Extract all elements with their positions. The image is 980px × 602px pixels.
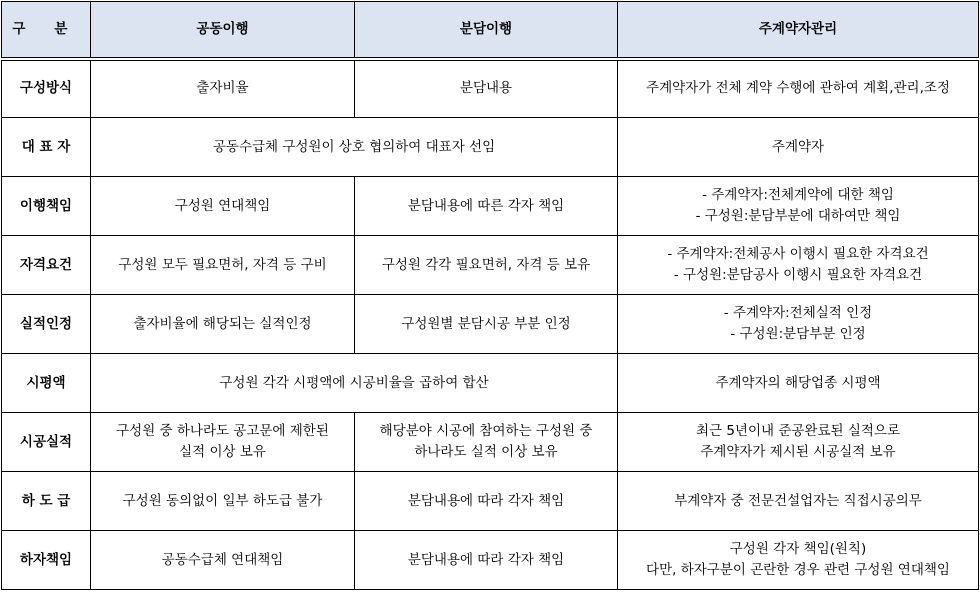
cell-main: 주계약자가 전체 계약 수행에 관하여 계획,관리,조정 [618, 59, 979, 118]
table-row [2, 59, 979, 118]
row-label: 실적인정 [2, 295, 91, 354]
cell-split: 분담내용에 따른 각자 책임 [355, 177, 618, 236]
row-label: 하 도 급 [2, 472, 91, 531]
cell-merged: 구성원 각각 시평액에 시공비율을 곱하여 합산 [91, 354, 618, 413]
cell-main: 주계약자의 해당업종 시평액 [618, 354, 979, 413]
table-row [2, 177, 979, 236]
cell-main [618, 177, 979, 236]
comparison-table [1, 1, 979, 590]
row-label: 이행책임 [2, 177, 91, 236]
row-label: 시평액 [2, 354, 91, 413]
table-row [2, 472, 979, 531]
cell-joint [91, 413, 355, 472]
cell-joint: 출자비율 [91, 59, 355, 118]
cell-joint: 구성원 연대책임 [91, 177, 355, 236]
cell-line: 다만, 하자구분이 곤란한 경우 관련 구성원 연대책임 [646, 562, 950, 578]
cell-split: 구성원별 분담시공 부분 인정 [355, 295, 618, 354]
list-item: - 주계약자:전체실적 인정 [723, 305, 873, 321]
list-item: - 구성원:분담부분에 대하여만 책임 [695, 208, 901, 224]
cell-line: 최근 5년이내 준공완료된 실적으로 [695, 423, 901, 439]
cell-joint: 출자비율에 해당되는 실적인정 [91, 295, 355, 354]
cell-main: 주계약자 [618, 118, 979, 177]
cell-line: 해당분야 시공에 참여하는 구성원 중 [379, 423, 593, 439]
cell-main [618, 295, 979, 354]
row-label: 대 표 자 [2, 118, 91, 177]
list-item: - 구성원:분담공사 이행시 필요한 자격요건 [673, 267, 923, 283]
cell-line: 주계약자가 제시된 시공실적 보유 [700, 444, 896, 460]
cell-main: 부계약자 중 전문건설업자는 직접시공의무 [618, 472, 979, 531]
row-label: 자격요건 [2, 236, 91, 295]
list-item: - 구성원:분담부분 인정 [730, 326, 866, 342]
cell-split: 구성원 각각 필요면허, 자격 등 보유 [355, 236, 618, 295]
cell-main [618, 531, 979, 590]
cell-split: 분담내용에 따라 각자 책임 [355, 531, 618, 590]
list-item: - 주계약자:전체공사 이행시 필요한 자격요건 [667, 246, 929, 262]
table-row [2, 295, 979, 354]
header-split-performance: 분담이행 [355, 2, 618, 59]
cell-split [355, 413, 618, 472]
row-label: 구성방식 [2, 59, 91, 118]
cell-split: 분담내용에 따라 각자 책임 [355, 472, 618, 531]
cell-joint: 공동수급체 연대책임 [91, 531, 355, 590]
table-header-row [2, 2, 979, 59]
table-row [2, 413, 979, 472]
list-item: - 주계약자:전체계약에 대한 책임 [702, 187, 894, 203]
cell-joint: 구성원 모두 필요면허, 자격 등 구비 [91, 236, 355, 295]
table-row [2, 531, 979, 590]
table-row [2, 236, 979, 295]
cell-split: 분담내용 [355, 59, 618, 118]
cell-main [618, 236, 979, 295]
cell-line: 실적 이상 보유 [179, 444, 266, 460]
cell-merged: 공동수급체 구성원이 상호 협의하여 대표자 선임 [91, 118, 618, 177]
cell-joint: 구성원 동의없이 일부 하도급 불가 [91, 472, 355, 531]
row-label: 하자책임 [2, 531, 91, 590]
header-joint-performance: 공동이행 [91, 2, 355, 59]
row-label: 시공실적 [2, 413, 91, 472]
cell-line: 하나라도 실적 이상 보유 [414, 444, 558, 460]
cell-line: 구성원 각자 책임(원칙) [729, 541, 867, 557]
header-category: 구 분 [2, 2, 91, 59]
cell-line: 구성원 중 하나라도 공고문에 제한된 [116, 423, 329, 439]
table-row [2, 118, 979, 177]
table-row [2, 354, 979, 413]
cell-main [618, 413, 979, 472]
header-main-contractor: 주계약자관리 [618, 2, 979, 59]
